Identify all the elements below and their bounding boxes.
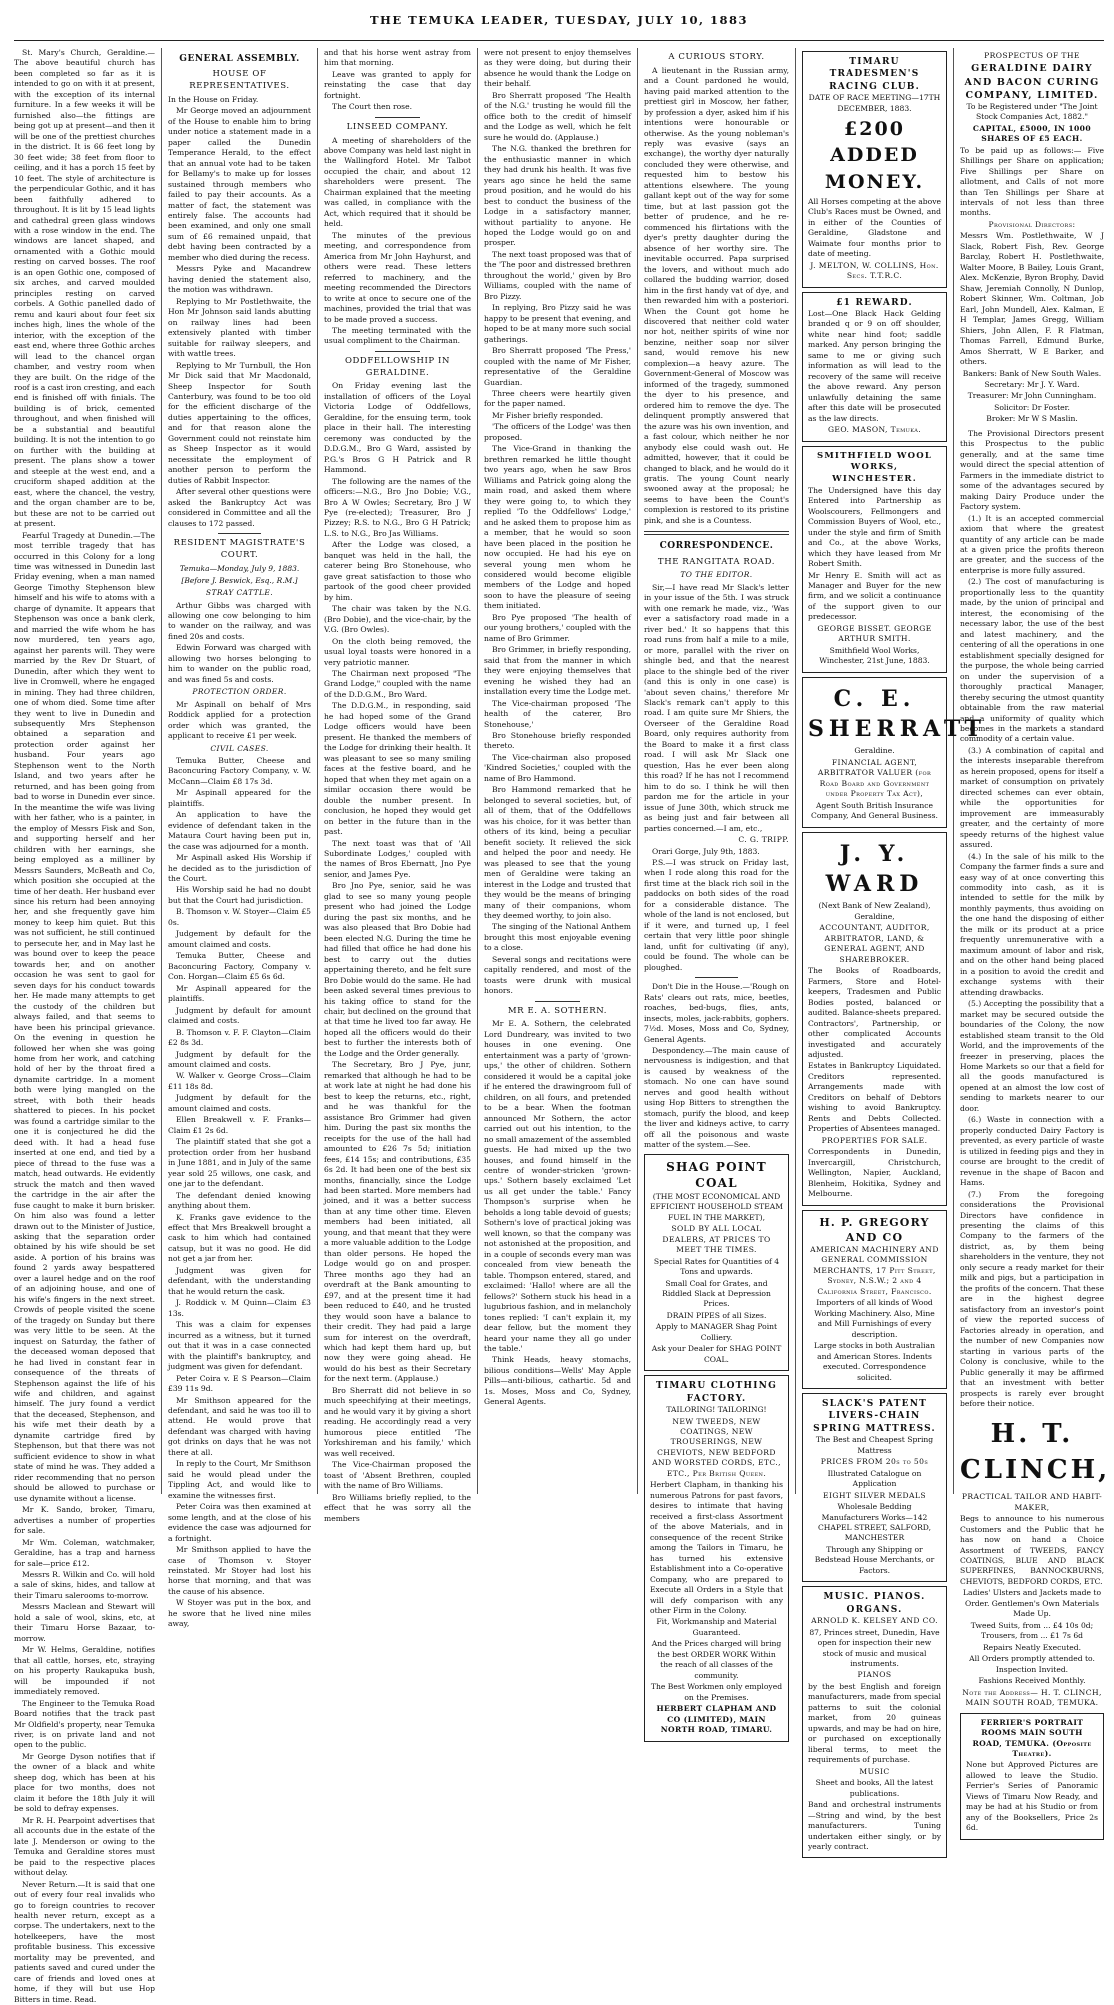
paragraph: A lieutenant in the Russian army, and a Count pardoned he would, having paid marked attention to the prettiest girl in Moscow, her father, by profession a dyer, asked him if his intentions were honourable or otherwise. As the young nobleman's reply was evasive (says an exchange), the worthy dyer naturally concluded they were otherwise, and requested him to bestow his attentions elsewhere. The young gallant kept out of the way for some time, but at last passion got the better of prudence, and he re-commenced his flirtations with the dyer's pretty daughter during the absence of her worthy sire. The inevitable occurred. Papa surprised the lovers, and without much ado collared the budding warrior, dosed him in the first handy vat of dye, and then rewarded him with a posteriori. When the Count got home he discovered that neither cold water nor hot, neither spirits of wine nor benzine, neither soap nor silver sand, would remove his new complexion—a heavy azure. The Government-General of Moscow was informed of the tragedy, summoned the dyer to his presence, and ordered him to remove the dye. The delinquent promptly answered that the azure was his own invention, and a fast colour, which neither he nor anybody else could wash out. He admitted, however, that it could be changed to black, and he would do it gratis. The young Count nearly swooned away at the proposal; he seems to have been the Count's complexion is restored to its pristine pink, and she is a Countess.	[644, 65, 789, 525]
notice: Mr W. Helms, Geraldine, notifies that all cattle, horses, etc, straying on his property Raukapuka bush, will be impounded if not immediately removed.	[14, 1645, 155, 1697]
advert-pills: Think Heads, heavy stomachs, bilious conditions—Wells' May Apple Pills—anti-bilious, cathartic. 5d and 1s. Moses, Moss and Co, Sydney, General Agents.	[484, 1355, 631, 1407]
ad-text: The Books of Roadboards, Farmers, Store and Hotel-keepers, Tradesmen and Public Bodies posted, balanced or audited. Balance-sheets prepared. Contractors', Partnership, or other complicated Accounts investigated and accurately adjusted.	[808, 966, 941, 1059]
ad-text: (THE MOST ECONOMICAL AND EFFICIENT HOUSEHOLD STEAM FUEL IN THE MARKET),	[650, 1191, 784, 1222]
ad-text: GEORGE BISSET. GEORGE ARTHUR SMITH.	[817, 623, 932, 644]
ad-reward	[802, 292, 947, 442]
ad-clinch	[960, 1492, 1104, 1708]
paragraph: Mr Smithson applied to have the case of Thomson v. Stoyer reinstated. Mr Stoyer had lost his horse that morning, and that was the cause of his absence.	[168, 1545, 311, 1596]
notice: The Engineer to the Temuka Road Board notifies that the track past Mr Oldfield's property, near Temuka river, is on private land and not open to the public.	[14, 1698, 155, 1750]
ad-text: (Next Bank of New Zealand), Geraldine,	[818, 901, 931, 921]
signature: C. G. TRIPP.	[738, 835, 789, 845]
ad-text: SOLD BY ALL LOCAL DEALERS, AT PRICES TO MEET THE TIMES.	[662, 1224, 771, 1255]
column-6	[802, 48, 986, 1851]
paragraph: After the Lodge was closed, a banquet was held in the hall, the caterer being Bro Stonehouse, who gave great satisfaction to those who partook of the good cheer provided by him.	[324, 540, 471, 602]
paragraph: Bro Sherratt proposed 'The Press,' coupled with the name of Mr Fisher, representative of the Geraldine Guardian.	[484, 346, 631, 387]
paragraph: The following are the names of the officers:—N.G., Bro Jno Dobie; V.G., Bro A W Owles; Secretary, Bro J W Pye (re-elected); Treasurer, Bro J Pizzey; R.S. to N.G., Bro G H Patrick; L.S. to N.G., Bro Jas Williams.	[324, 476, 471, 538]
dateline: In the House on Friday.	[168, 94, 259, 104]
ad-text: TAILORING! TAILORING!	[666, 1405, 767, 1415]
paragraph: Mr George moved an adjournment of the House to enable him to bring under notice a statement made in a paper called the Dunedin Temperance Herald, to the effect that an annual vote had to be taken for Bellamy's to make up for losses sustained through members who failed to pay their accounts. As a matter of fact, the statement was entirely false. The accounts had been examined, and only one small sum of £6 remained unpaid, that debt having been contracted by a member who died during the recess.	[168, 106, 311, 262]
paragraph: Bro Grimmer, in briefly responding, said that from the manner in which they were enjoying themselves that evening he wished they had an installation every time the Lodge met.	[484, 645, 631, 697]
ad-headline: C. E. SHERRATT	[808, 685, 986, 743]
ad-text: And the Prices charged will bring the best ORDER WORK Within the reach of all classes of the community.	[651, 1639, 782, 1680]
ad-text: Tweed Suits, from ... £4 10s 0d; Trousers, from ... £1 7s 6d	[970, 1620, 1094, 1641]
ad-text: CAPITAL, £5000, IN 1000 SHARES OF £5 EACH.	[972, 123, 1092, 144]
ad-text: Secretary: Mr J. Y. Ward.	[984, 379, 1080, 389]
paragraph: The Vice-Chairman proposed the toast of 'Absent Brethren, coupled with the name of Bro Williams.	[324, 1460, 471, 1491]
paragraph: Bro Williams briefly replied, to the effect that he was sorry all the members	[324, 1492, 471, 1523]
ad-text: Correspondents in Dunedin, Invercargill, Christchurch, Wellington, Napier, Auckland, Blenheim, Hokitika, Sydney and Melbourne.	[808, 1147, 941, 1199]
ad-text: Geraldine.	[854, 746, 895, 756]
ad-text: PRICES FROM 20s to 50s	[820, 1457, 929, 1467]
paragraph: This was a claim for expenses incurred as a witness, but it turned out that it was in a case connected with the plaintiff's bankruptcy, and judgment was given for defendant.	[168, 1320, 311, 1372]
ad-text: DATE OF RACE MEETING—17TH DECEMBER, 1883.	[808, 93, 941, 113]
ad-text: Small Coal for Grates, and Riddled Slack at Depression Prices.	[662, 1278, 771, 1309]
ad-text: FINANCIAL AGENT, ARBITRATOR VALUER (for Road Board and Government under Property Tax Act),	[817, 757, 932, 799]
notice: Mr George Dyson notifies that if the owner of a black and white sheep dog, which has been at his place for two months, does not claim it before the 18th July it will be sold to defray expenses.	[14, 1751, 155, 1814]
divider	[375, 351, 419, 352]
paragraph: The Vice-Grand in thanking the brethren remarked he little thought two years ago, when he saw Bros Williams and Patrick going along the main road, and asked them where they were going to, to which they replied 'To the Oddfellows' Lodge,' and he asked them to propose him as a member, that he would so soon have been placed in the position he now occupied. He had his eye on several young men whom he considered would become eligible members of the Lodge and hoped soon to have the pleasure of seeing them initiated.	[484, 444, 631, 611]
ad-text: Note the Address— H. T. CLINCH, MAIN SOUTH ROAD, TEMUKA.	[962, 1687, 1102, 1708]
ad-racing-club	[802, 51, 947, 288]
notice: Messrs R. Wilkin and Co. will hold a sale of skins, hides, and tallow at their Timaru salerooms to-morrow.	[14, 1569, 155, 1600]
paragraph: K. Franks gave evidence to the effect that Mrs Breakwell brought a cask to him which had contained catsup, but it was no good. He did not get a jar from her.	[168, 1212, 311, 1264]
ad-text: MUSIC	[859, 1766, 890, 1776]
paragraph: On Friday evening last the installation of officers of the Loyal Victoria Lodge of Oddfellows, Geraldine, for the ensuing term, took place in their hall. The interesting ceremony was conducted by the D.D.G.M., Bro G Ward, assisted by P.G.'s Bros G H Patrick and R Hammond.	[324, 381, 471, 475]
heading-oddfellowship: ODDFELLOWSHIP IN GERALDINE.	[344, 355, 451, 378]
ad-text: All Orders promptly attended to. Inspection Invited.	[969, 1654, 1095, 1674]
heading-general-assembly: GENERAL ASSEMBLY.	[179, 54, 300, 64]
paragraph: The Vice-chairman proposed 'The health of the caterer, Bro Stonehouse,'	[484, 698, 631, 729]
paragraph: Mr Aspinall on behalf of Mrs Roddick applied for a protection order which was granted, the applicant to receive £1 per week.	[168, 699, 311, 741]
ad-text: Provisional Directors:	[988, 219, 1076, 229]
subheading: PROTECTION ORDER.	[192, 687, 287, 697]
ad-text: FERRIER'S PORTRAIT ROOMS MAIN SOUTH ROAD, TEMUKA. (Opposite Theatre).	[972, 1717, 1092, 1758]
ad-headline: £200 ADDED MONEY.	[824, 118, 925, 193]
ad-text: To be Registered under "The Joint Stock Companies Act, 1882."	[966, 101, 1098, 122]
paragraph: Bro Stonehouse briefly responded thereto.	[484, 731, 631, 751]
ad-text: Through any Shipping or Bedstead House Merchants, or Factors.	[814, 1544, 935, 1575]
postscript: P.S.—I was struck on Friday last, when I rode along this road for the first time at the black rich soil in the paddocks on both sides of the road for a considerable distance. The whole of the land is not enclosed, but if it were, and turned up, I feel certain that very little poor shingle land, unfit for cultivating (if any), could be found. The whole can be ploughed.	[644, 858, 789, 972]
paragraph: An application to have the evidence of defendant taken in the Mataura Court having been put in, the case was adjourned for a month.	[168, 810, 311, 851]
paragraph: Mr Fisher briefly responded.	[492, 410, 603, 420]
ad-smithfield	[802, 446, 947, 673]
paragraph: Mr Aspinall appeared for the plaintiffs.	[168, 983, 311, 1004]
paragraph: (4.) In the sale of his milk to the Company the farmer finds a sure and easy way of at once converting this commodity into cash, as it is intended to settle for the milk by monthly payments, thus avoiding on the one hand the disposing of either the milk or its product at a price frequently unremunerative with a maximum amount of labor and risk, and on the other hand being placed in a position to avoid the credit and exchange systems with their attending drawbacks.	[960, 851, 1104, 997]
paragraph: (5.) Accepting the possibility that a market may be secured outside the boundaries of the Colony, the now established steam transit to the Old World, and the improvements of the freezer in preserving, places the Home Markets so our that a field for all the goods manufactured is opened at an almost the low cost of sending to markets nearer to our door.	[960, 999, 1104, 1113]
paragraph: Temuka Butter, Cheese and Baconcuring Factory, Company v. Con. Horgan—Claim £5 6s 6d.	[168, 951, 311, 982]
ad-text: NEW TWEEDS, NEW COATINGS, NEW TROUSERINGS, NEW CHEVIOTS, NEW BEDFORD AND WORSTED CORDS, ETC., ETC., Per British Queen.	[652, 1416, 781, 1478]
paragraph: On the cloth being removed, the usual loyal toasts were honored in a very patriotic manner.	[324, 636, 471, 667]
heading-sothern: MR E. A. SOTHERN.	[507, 1005, 608, 1016]
paragraph: Judgment by default for the amount claimed and costs.	[168, 1049, 311, 1069]
ad-title: SLACK'S PATENT LIVERS-CHAIN SPRING MATTRESS.	[813, 1399, 936, 1434]
ad-gregory	[802, 1210, 947, 1389]
ad-shag-point-coal	[644, 1154, 789, 1372]
ad-text: Mr Henry E. Smith will act as Manager and Buyer for the new firm, and we solicit a continuance of the support given to our predecessor.	[808, 570, 941, 622]
paragraph: The D.D.G.M., in responding, said he had hoped some of the Grand Lodge officers would have been present. He thanked the members of the Lodge for drinking their health. It was pleasant to see so many smiling faces at the festive board, and he hoped that when they met again on a similar occasion there would be double the number present. In conclusion, he hoped they would get on better in the future than in the past.	[324, 701, 471, 837]
ad-title: TIMARU CLOTHING FACTORY.	[656, 1381, 777, 1404]
paragraph: The meeting terminated with the usual compliment to the Chairman.	[324, 325, 471, 346]
paragraph: In reply to the Court, Mr Smithson said he would plead under the Tippling Act, and would like to examine the witnesses first.	[168, 1459, 311, 1500]
paragraph: Mr Smithson appeared for the defendant, and said he was too ill to attend. He would prove that defendant was charged with having got drinks on days that he was not there at all.	[168, 1395, 311, 1457]
paragraph: Ellen Breakwell v. F. Franks—Claim £1 2s 6d.	[168, 1115, 311, 1135]
paragraph: The N.G. thanked the brethren for the enthusiastic manner in which they had drunk his health. It was five years ago since he held the same proud position, and he would do his best to conduct the business of the Lodge in a satisfactory manner, without partiality to anyone. He hoped the Lodge would go on and prosper.	[484, 144, 631, 248]
paragraph: Edwin Forward was charged with allowing two horses belonging to him to wander on the public road, and was fined 5s and costs.	[168, 643, 311, 684]
ad-text: Large stocks in both Australian and American Stores. Indents executed. Correspondence solicited.	[814, 1341, 935, 1382]
ad-text: Lost—One Black Hack Gelding branded q or 9 on off shoulder, white near hind foot; saddle marked. Any person bringing the same to me or giving such information as will lead to the recovery of the same will receive the above reward. Any person unlawfully detaining the same after this date will be prosecuted as the law directs.	[808, 308, 941, 423]
paragraph: and that his horse went astray from him that morning.	[324, 48, 471, 68]
paragraph: Judgment by default for the amount claimed and costs.	[168, 1093, 311, 1113]
ad-text: Begs to announce to his numerous Customers and the Public that he has now on hand a Choice Assortment of TWEEDS, FANCY COATINGS, BLUE AND BLACK SUPERFINES, BANNOCKBURNS, CHEVIOTS, BEDFORD CORDS, ETC.	[960, 1514, 1104, 1586]
columns	[14, 48, 1111, 2004]
paragraph: (3.) A combination of capital and the interests inseparable therefrom as herein proposed, opens for itself a market of consumption on privately directed schemes can ever obtain, while the opportunities for improvement are immeasurably greater, and the certainty of more speedy returns of the highest value assured.	[960, 745, 1104, 850]
ad-text: Special Rates for Quantities of 4 Tons and upwards.	[653, 1256, 780, 1277]
paragraph: A meeting of shareholders of the above Company was held last night in the Wallingford Hotel. Mr Talbot occupied the chair, and about 12 shareholders were present. The Chairman explained that the meeting was called, in compliance with the Act, which required that it should be held.	[324, 135, 471, 229]
ad-text: Messrs Wm. Postlethwaite, W J Slack, Robert Fish, Rev. George Barclay, Robert H. Postlethwaite, Walter Moore, B Bailey, Louis Grant, Alex. McKenzie, Byron Brophy, David Shaw, Jeremiah Connolly, N Dunlop, Robert Skinner, Wm. Coltman, Job Earl, John Mundell, Alex. Kalman, E H Templar, James Gregg, William Shiers, John Allen, F. R Flatman, Thomas Farrell, Edmund Burke, Amos Sherratt, W E Barker, and others.	[960, 231, 1104, 367]
ad-text: PROSPECTUS OF THE	[984, 51, 1080, 60]
ad-text: GEO. MASON, Temuka.	[827, 425, 922, 435]
paragraph: The defendant denied knowing anything about them.	[168, 1190, 311, 1211]
ad-text: Wholesale Bedding Manufacturers Works—142 CHAPEL STREET, SALFORD, MANCHESTER	[817, 1502, 932, 1543]
paragraph: The next toast proposed was that of the 'The poor and distressed brethren throughout the world,' given by Bro Williams, coupled with the name of Bro Pizzy.	[484, 249, 631, 301]
paragraph: After several other questions were asked the Bankruptcy Act was considered in Committee and all the clauses to 172 passed.	[168, 487, 311, 528]
column-2	[168, 48, 318, 1629]
letter-date: Orari Gorge, July 9th, 1883.	[652, 846, 760, 856]
column-3	[324, 48, 478, 1523]
ad-ferrier	[960, 1713, 1104, 1840]
to-the-editor: TO THE EDITOR.	[680, 570, 753, 580]
column-4	[484, 48, 638, 1494]
paragraph: 'The officers of the Lodge' was then proposed.	[484, 422, 631, 442]
ad-text: Bankers: Bank of New South Wales.	[962, 368, 1102, 378]
heading-court: RESIDENT MAGISTRATE'S COURT.	[173, 538, 306, 560]
ad-text: Smithfield Wool Works, Winchester, 21st June, 1883.	[819, 645, 930, 666]
paragraph: J. Roddick v. M Quinn—Claim £3 13s.	[168, 1298, 311, 1318]
ad-text: AMERICAN MACHINERY AND GENERAL COMMISSION MERCHANTS, 17 Pitt Street, Sydney, N.S.W.; 2 and 4 California Street, Francisco.	[810, 1244, 939, 1296]
ad-timaru-clothing-factory	[644, 1375, 789, 1741]
paragraph: The Vice-chairman also proposed 'Kindred Societies,' coupled with the name of Bro Hammond.	[484, 752, 631, 783]
paragraph: Judgment was given for defendant, with the understanding that he would return the cask.	[168, 1265, 311, 1296]
heading-house: HOUSE OF REPRESENTATIVES.	[189, 69, 290, 92]
paragraph: Bro Pye proposed 'The health of our young brothers,' coupled with the name of Bro Grimmer.	[484, 612, 631, 643]
paragraph: B. Thomson v. F. F. Clayton—Claim £2 8s 3d.	[168, 1027, 311, 1048]
paragraph: Peter Coira was then examined at some length, and at the close of his evidence the case was adjourned for a fortnight.	[168, 1502, 311, 1543]
divider	[695, 977, 739, 978]
paragraph: Bro Sherratt did not believe in so much speechifying at their meetings, and he would vary it by giving a short reading. He accordingly read a very humorous piece entitled 'The Yorkshireman and his family,' which was well received.	[324, 1385, 471, 1458]
ad-text: 87, Princes street, Dunedin, Have open for inspection their new stock of music and musical instruments.	[809, 1627, 940, 1668]
paragraph: W. Walker v. George Cross—Claim £11 18s 8d.	[168, 1071, 311, 1091]
column-5	[644, 48, 796, 1735]
court-date: Temuka—Monday, July 9, 1883.	[179, 563, 300, 573]
paragraph: (7.) From the foregoing considerations the Provisional Directors have confidence in presenting the claims of this Company to the farmers of the district, as, by them being shareholders in the venture, they not only secure a ready market for their milk and pigs, but a participation in the profits of the concern. That these are in the highest degree satisfactory from an investor's point of view the reported success of Factories already in operation, and the number of new Companies now starting in various parts of the Colony is conclusive, while to the Public generally it may be affirmed that an investment with better prospects is rarely ever brought before their notice.	[960, 1189, 1104, 1408]
paragraph: The plaintiff stated that she got a protection order from her husband in June 1881, and in July of the same year sold 25 willows, one cask, and one jar to the defendant.	[168, 1137, 311, 1189]
paragraph: W Stoyer was put in the box, and he swore that he lived nine miles away,	[168, 1598, 311, 1629]
ad-title: £1 REWARD.	[836, 297, 913, 308]
paragraph: Bro Jno Pye, senior, said he was glad to see so many young people present who had joined the Lodge during the past six months, and he was also pleased that Bro Dobie had been elected N.G. During the time he had filled that office he had done his best to carry out the duties appertaining thereto, and he felt sure Bro Dobie would do the same. He had been asked several times previous to his taking office to stand for the chair, but declined on the ground that at that time he lived too far away. He hoped all the officers would do their best to further the interests both of the Lodge and the Order generally.	[324, 881, 471, 1058]
ad-slacks-mattress	[802, 1393, 947, 1582]
paragraph: The Provisional Directors present this Prospectus to the public generally, and at the same time would direct the special attention of Farmers in the immediate district to some of the advantages secured by making Dairy Produce under the Factory system.	[960, 428, 1104, 512]
letter: Sir,—I have read Mr Slack's letter in your issue of the 5th. I was struck with one remark he made, viz., 'Was ever a satisfactory road made in a river bed.' It so happens that this road runs from half a mile to a mile, or more, parallel with the river on shingle bed, and that the nearest place to the shingle bed of the river (and this is only in one case) is 'about seven chains,' therefore Mr Slack's remark can't apply to this road. I am quite sure Mr Shiers, the Overseer of the Geraldine Road Board, only requires authority from the Board to make it a first class road. I will ask Mr Slack one question, Has he ever been along this road? If he has not I recommend him to do so. I think he will then pardon me for the article in your issue of June 30th, which struck me as being just and fair between all parties concerned.—I am, etc.,	[644, 582, 789, 833]
ad-text: None but Approved Pictures are allowed to leave the Studio. Ferrier's Series of Panoramic Views of Timaru Now Ready, and may be had at his Studio or from any of the Booksellers, Price 2s 6d.	[966, 1760, 1098, 1833]
ad-text: All Horses competing at the above Club's Races must be Owned, and in either of the Counties of Geraldine, Gladstone and Waimate four months prior to date of meeting.	[808, 196, 941, 259]
ad-text: EIGHT SILVER MEDALS	[823, 1490, 926, 1500]
heading-rangitata: THE RANGITATA ROAD.	[657, 556, 776, 567]
article-dunedin-tragedy: Fearful Tragedy at Dunedin.—The most terrible tragedy that has occurred in this Colony for a long time was witnessed in Dunedin last Friday evening, when a man named George Timothy Stephenson blew himself and his wife to atoms with a charge of dynamite. It appears that Stephenson was once a bank clerk, and married the wife whom he has now murdered, ten years ago, against her parents will. They were married by the Rev Dr Stuart, of Dunedin, after which they went to live in Cromwell, where he engaged in mining. They had three children, one of whom died. Some time after they went to live in Dunedin and subsequently Mrs Stephenson obtained a separation and protection order against her husband. Four years ago Stephenson went to the North Island, and two years after he returned, and has been going from bad to worse in Dunedin ever since. In the meantime the wife was living with her father, who is a painter, in the employ of Messrs Fisk and Son, and supporting herself and her children with her earnings, she being employed as a milliner by Messrs Saunders, McBeath and Co, which position she occupied at the time of her death. Her husband ever since his return had been annoying her, and she frequently gave him money to keep him quiet. But this was not sufficient, he still continued to persecute her, and in May last he was bound over to keep the peace towards her, and on another occasion he was sent to gaol for seven days for his conduct towards her. He made many attempts to get the custody of the children but always failed, and that seems to have been his principal grievance. On the evening in question he followed her when she was going home from her work, and catching hold of her by the throat fired a dynamite cartridge. In a moment both were lying mangled on the street, with both their heads shattered to pieces. In his pocket was found a cartridge similar to the one it is conjectured he did the deed with. It had a head fuse inserted at one end, and tied by a piece of thread to the fuse was a match, head outwards. He evidently struck the match and then waved the cartridge in the air after the fuse caught to make it burn brisker. On him also was found a letter drawn out to the Minister of Justice, asking that the separation order obtained by his wife should be set aside. A portion of his brains was found 2 yards away bespattered over a laurel hedge and on the roof of an adjoining house, and one of his wife's fingers in the next street. Crowds of people visited the scene of the tragedy on Sunday but there was very little to be seen. At the inquest on Saturday, the father of the deceased woman deposed that he had lived in constant fear in consequence of the threats of Stephenson against the life of his wife and children, and against himself. The jury found a verdict that the deceased, Stephenson, and his wife met their death by a dynamite cartridge fired by Stephenson, but that there was not sufficient evidence to show in what state of mind he was. They added a rider recommending that no person should be allowed to purchase or use dynamite without a license.	[14, 530, 155, 1503]
notice: Never Return.—It is said that one out of every four real invalids who go to foreign countries to recover health never return, except as a corpse. The undertakers, next to the hotelkeepers, have the most profitable business. This excessive mortality may be prevented, and patients saved and cured under the care of friends and loved ones at home, if they will but use Hop Bitters in time. Read.	[14, 1879, 155, 2004]
ad-title: SMITHFIELD WOOL WORKS, WINCHESTER.	[816, 450, 932, 485]
notice: Mr K. Sando, broker, Timaru, advertises a number of properties for sale.	[14, 1505, 155, 1536]
ad-title: TIMARU TRADESMEN'S RACING CLUB.	[829, 57, 920, 92]
ad-headline: H. P. GREGORY AND CO	[819, 1215, 930, 1244]
ad-text: ARNOLD K. KELSEY AND CO.	[811, 1616, 938, 1626]
paragraph: Three cheers were heartily given for the paper named.	[484, 389, 631, 409]
ad-text: ACCOUNTANT, AUDITOR, ARBITRATOR, LAND, & GENERAL AGENT, AND SHAREBROKER.	[819, 923, 930, 964]
paragraph: (1.) It is an accepted commercial axiom that where the greatest quantity of any article can be made at a given price the profits thereon are greater, and the success of the enterprise is more fully assured.	[960, 513, 1104, 575]
paragraph: The Court then rose.	[332, 102, 412, 112]
column-1	[14, 48, 162, 2004]
ad-text: PROPERTIES FOR SALE.	[821, 1135, 928, 1145]
paragraph: Several songs and recitations were capitally rendered, and most of the toasts were drunk with musical honors.	[484, 954, 631, 996]
notice: Messrs Maclean and Stewart will hold a sale of wool, skins, etc, at their Timaru Horse Bazaar, to-morrow.	[14, 1602, 155, 1643]
paragraph: The minutes of the previous meeting, and correspondence from America from Mr John Hayhurst, and others were read. These letters referred to machinery, and the meeting recommended the Directors to write at once to secure one of the machines, provided the trial that was to be made proved a success.	[324, 230, 471, 324]
subheading: CIVIL CASES.	[210, 743, 269, 753]
paragraph: The Chairman next proposed "The Grand Lodge," coupled with the name of the D.D.G.M., Bro Ward.	[324, 669, 471, 699]
paragraph: Leave was granted to apply for reinstating the case that day fortnight.	[324, 69, 471, 100]
paragraph: In replying, Bro Pizzy said he was happy to be present that evening, and hoped to be at many more such social gatherings.	[484, 303, 631, 344]
ad-text: Broker: Mr W S Maslin.	[986, 414, 1078, 424]
ad-title: MUSIC. PIANOS. ORGANS.	[823, 1592, 926, 1615]
paragraph: Temuka Butter, Cheese and Baconcuring Factory Company, v. W. McCann—Claim £8 17s 3d.	[168, 755, 311, 786]
paragraph: Replying to Mr Postlethwaite, the Hon Mr Johnson said lands abutting on railway lines had been extensively planted with timber suitable for railway sleepers, and with wattle trees.	[168, 296, 311, 359]
ad-text: Herbert Clapham, in thanking his numerous Patrons for past favors, desires to intimate that having received a first-class Assortment of the above Materials, and in consequence of the recent Strike among the Tailors in Timaru, he has turned his extensive Establishment into a Co-operative Company, who are prepared to Execute all Orders in a Style that will defy comparison with any other Firm in the Colony.	[650, 1480, 783, 1615]
paragraph: Mr Aspinall asked His Worship if he decided as to the jurisdiction of the Court.	[168, 853, 311, 883]
ad-text: Sheet and books, All the latest publications.	[815, 1778, 934, 1798]
ad-text: Apply to MANAGER Shag Point Colliery.	[655, 1322, 778, 1342]
masthead: THE TEMUKA LEADER, TUESDAY, JULY 10, 1883	[14, 0, 1104, 41]
paragraph: were not present to enjoy themselves as they were doing, but during their absence he would thank the Lodge on their behalf.	[484, 48, 631, 89]
ad-text: Repairs Neatly Executed.	[982, 1642, 1082, 1652]
paragraph: The chair was taken by the N.G. (Bro Dobie), and the vice-chair, by the V.G. (Bro Owles).	[324, 604, 471, 635]
ad-clinch-name: H. T. CLINCH,	[960, 1419, 1111, 1486]
paragraph: Judgement by default for the amount claimed and costs.	[168, 929, 311, 949]
ad-text: Estates in Bankruptcy Liquidated. Creditors represented. Arrangements made with Creditors on behalf of Debtors wishing to avoid Bankruptcy. Rents and Debts Collected. Properties of Absentees managed.	[808, 1061, 941, 1134]
paragraph: Bro Sherratt proposed 'The Health of the N.G.' trusting he would fill the office both to the credit of himself and the Lodge as well, which he felt sure he would do. (Applause.)	[484, 90, 631, 142]
ad-text: by the best English and foreign manufacturers, made from special patterns to suit the colonial market, from 20 guineas upwards, and may be had on hire, or purchased on exceptionally liberal terms, to meet the requirements of purchase.	[808, 1681, 941, 1765]
ad-headline: GERALDINE DAIRY AND BACON CURING COMPANY, LIMITED.	[964, 63, 1100, 101]
ad-text: To be paid up as follows:— Five Shillings per Share on application; Five Shillings per Share on allotment, and Calls of not more than Ten Shillings per Share at intervals of not less than three months.	[960, 145, 1104, 218]
heading-correspondence: CORRESPONDENCE.	[659, 541, 774, 552]
advert-rough-on-rats: Don't Die in the House.—'Rough on Rats' clears out rats, mice, beetles, roaches, bed-bugs, flies, ants, insects, moles, jack-rabbits, gophers. 7½d. Moses, Moss and Co, Sydney, General Agents.	[644, 982, 789, 1044]
ad-text: Solicitor: Dr Foster.	[994, 402, 1070, 412]
ad-text: The Undersigned have this day Entered into Partnership as Woolscourers, Fellmongers and Commission Buyers of Wool, etc., under the style and firm of Smith and Co., at the above Works, which they have leased from Mr Robert Smith.	[808, 485, 941, 569]
paragraph: Mr Aspinall appeared for the plaintiffs.	[168, 788, 311, 808]
ad-title: SHAG POINT COAL	[666, 1159, 767, 1191]
divider	[535, 1001, 579, 1002]
paragraph: Replying to Mr Turnbull, the Hon Mr Dick said that Mr Macdonald, Sheep Inspector for South Canterbury, was found to be too old for the efficient discharge of the duties appertaining to the offices, and for that reason alone the Government could not reinstate him as Sheep Inspector as it would necessitate the employment of another person to perform the duties of Rabbit Inspector.	[168, 360, 311, 485]
ad-text: Treasurer: Mr John Cunningham.	[967, 391, 1097, 401]
ad-sherratt	[802, 677, 986, 828]
newspaper-page	[14, 0, 1111, 2004]
paragraph: Messrs Pyke and Macandrew having denied the statement also, the motion was withdrawn.	[168, 264, 311, 295]
ad-text: J. MELTON, W. COLLINS, Hon. Secs. T.T.R.C.	[810, 260, 939, 281]
ad-text: Ask your Dealer for SHAG POINT COAL.	[651, 1344, 782, 1364]
paragraph: Mr E. A. Sothern, the celebrated Lord Dundreary, was invited to two houses in one evening. One entertainment was a party of 'grown-ups,' the other of children. Sothern considered it would be a capital joke if he entered the drawingroom full of children, on all fours, and pretended to be a bear. When the footman announced Mr Sothern, the actor carried out out his intention, to the no small amazement of the assembled guests. He had mixed up the two houses, and found himself in the centre of wonder-stricken 'grown-ups.' Sothern basely exclaimed 'Let us all get under the table.' Fancy Thompson's surprise when he beholds a long table devoid of guests; Sothern's love of practical joking was well known, so that the company was not astonished at the proposition, and in a couple of seconds every man was concealed from view beneath the table. Thompson entered, stared, and exclaimed: 'Hallo! where are all the fellows?' Sothern stuck his head in a lugubrious fashion, and in melancholy tones replied: 'I can't explain it, my dear fellow, but the moment they heard your name they all go under the table.'	[484, 1019, 632, 1353]
divider	[375, 117, 419, 118]
ad-text: Importers of all kinds of Wood Working Machinery. Also, Mine and Mill Furnishings of every description.	[814, 1298, 935, 1339]
court-before: [Before J. Beswick, Esq., R.M.]	[181, 575, 298, 585]
ad-text: Fit, Workmanship and Material Guaranteed.	[656, 1617, 777, 1637]
notice: Mr Wm. Coleman, watchmaker, Geraldine, has a trap and harness for sale—price £12.	[14, 1537, 155, 1568]
ad-text: Agent South British Insurance Company, And General Business.	[811, 800, 938, 821]
article-st-marys: St. Mary's Church, Geraldine.—The above beautiful church has been completed so far as it is intended to go on with it at present, with the exception of its internal furniture. In a few weeks it will be furnished also—the fittings are being got up at present—and then it will be one of the prettiest churches in the district. It is 66 feet long by 30 feet wide; 38 feet from floor to ceiling, and it has a porch 15 feet by 10 feet. The style of architecture is the perpendicular Gothic, and it has been faithfully adhered to throughout. It is lit by 15 lead lights and cathedral green glass windows with a rose window in the end. The windows are lancet shaped, and ornamented with a Gothic mould resting on carved bosses. The roof is an open Gothic one, composed of six arches, and carved moulded principles resting on carved corbels. A Gothic panelled dado of remu and kauri about four feet six inches high, lines the whole of the interior, with the exception of the east end, where three Gothic arches will lead to the chancel organ chamber, and vestry room when they are built. On the ridge of the roof is a cast iron cresting, and each end is finished off with finials. The building is of brick, cemented throughout, and when finished will be a substantial and beautiful building. It is not the intention to go on further with the building at present. The plans show a tower and steeple at the west end, and a cruciform shaped addition at the east, where the chancel, the vestry, and the organ chamber are to be, but these are not to be carried out at present.	[14, 48, 155, 529]
ad-text: The Best Workmen only employed on the Premises.	[650, 1682, 783, 1702]
paragraph: The next toast was that of 'All Subordinate Lodges,' coupled with the names of Bros Ebernatt, Jno Pye senior, and James Pye.	[324, 838, 471, 879]
paragraph: Judgment by default for amount claimed and costs.	[168, 1005, 311, 1026]
column-8	[960, 48, 1111, 1833]
subheading: STRAY CATTLE.	[205, 588, 274, 598]
ad-text: The Best and Cheapest Spring Mattress	[815, 1435, 934, 1455]
paragraph: Bro Hammond remarked that he belonged to several societies, but, of all of them, that of the Oddfellows was his choice, for it was better than others of its kind, being a peculiar benefit society. It relieved the sick and helped the poor and needy. He was pleased to see that the young men of Geraldine were taking an interest in the Lodge and trusted that they would be the means of bringing many of their companions, whom they deemed worthy, to join also.	[484, 785, 631, 920]
ad-text: Ladies' Ulsters and Jackets made to Order. Gentlemen's Own Materials Made Up.	[962, 1588, 1102, 1619]
heading-curious-story: A CURIOUS STORY.	[668, 52, 765, 62]
paragraph: (6.) Waste in connection with a properly conducted Dairy Factory is prevented, as every particle of waste is utilized in feeding pigs and they in course are brought to the credit of revenue in the shape of Bacon and Hams.	[960, 1115, 1104, 1188]
ad-text: Band and orchestral instruments—String and wind, by the best manufacturers. Tuning undertaken either singly, or by yearly contract.	[808, 1800, 941, 1851]
ad-text: Illustrated Catalogue on Application	[827, 1468, 922, 1489]
prospectus-dairy-company	[960, 51, 1104, 425]
paragraph: The singing of the National Anthem brought this most enjoyable evening to a close.	[484, 922, 631, 953]
ad-headline: J. Y. WARD	[825, 840, 924, 898]
divider	[644, 531, 789, 535]
paragraph: B. Thomson v. W. Stoyer—Claim £5 0s.	[168, 907, 311, 927]
advert-hop-bitters: Despondency.—The main cause of nervousness is indigestion, and that is caused by weakness of the stomach. No one can have sound nerves and good health without using Hop Bitters to strengthen the stomach, purify the blood, and keep the liver and kidneys active, to carry off all the poisonous and waste matter of the system.—See.	[644, 1045, 789, 1150]
heading-linseed: LINSEED COMPANY.	[346, 121, 449, 132]
notice: Mr R. H. Pearpoint advertises that all accounts due in the estate of the late J. Menderson or owing to the Temuka and Geraldine stores must be paid to the respective places without delay.	[14, 1815, 155, 1878]
ad-text: PRACTICAL TAILOR AND HABIT-MAKER,	[961, 1492, 1103, 1512]
ad-text: PIANOS	[857, 1670, 892, 1680]
paragraph: Arthur Gibbs was charged with allowing one cow belonging to him to wander on the railway, and was fined 20s and costs.	[168, 600, 311, 641]
paragraph: His Worship said he had no doubt but that the Court had jurisdiction.	[168, 885, 311, 905]
ad-text: HERBERT CLAPHAM AND CO (LIMITED), MAIN NORTH ROAD, TIMARU.	[656, 1704, 777, 1735]
paragraph: (2.) The cost of manufacturing is proportionally less to the quantity made, by the union of principal and interest, the economising of the necessary labor, the use of the best and latest machinery, and the centering of all the operations in one establishment specially designed for the purpose, the whole being carried on under the supervision of a thoroughly practical Manager, thereby securing the utmost quantity obtainable from the raw material and a uniformity of quality which becomes in the markets a standard commodity of a certain value.	[960, 577, 1104, 744]
ad-text: Fashions Received Monthly.	[978, 1676, 1086, 1686]
divider	[218, 533, 261, 534]
ad-kelsey-music	[802, 1586, 947, 1858]
ad-ward	[802, 832, 947, 1206]
paragraph: The Secretary, Bro J Pye, junr, remarked that although he had to be at work late at night he had done his best to keep the returns, etc., right, and he was thankful for the assistance Bro Grimmer had given him. During the past six months the receipts for the use of the hall had amounted to £26 7s 5d; initiation fees, £14 15s; and contributions, £35 6s 2d. It had been one of the best six months, financially, since the Lodge had been started. More members had joined, and it was a better success than at any time other time. Eleven members had been initiated, all young, and that meant that they were a more valuable addition to the Lodge than older persons. He hoped the Lodge would go on and prosper. Three months ago they had an overdraft at the Bank amounting to £97, and at the present time it had been reduced to £40, and he trusted they would soon have a balance to their credit. They had paid a large sum for interest on the overdraft, which had kept them hard up, but now they were going ahead. He would do his best as their Secretary for the next term. (Applause.)	[324, 1060, 471, 1384]
ad-text: DRAIN PIPES of all Sizes.	[666, 1310, 767, 1320]
paragraph: Peter Coira v. E S Pearson—Claim £39 11s 9d.	[168, 1373, 311, 1394]
